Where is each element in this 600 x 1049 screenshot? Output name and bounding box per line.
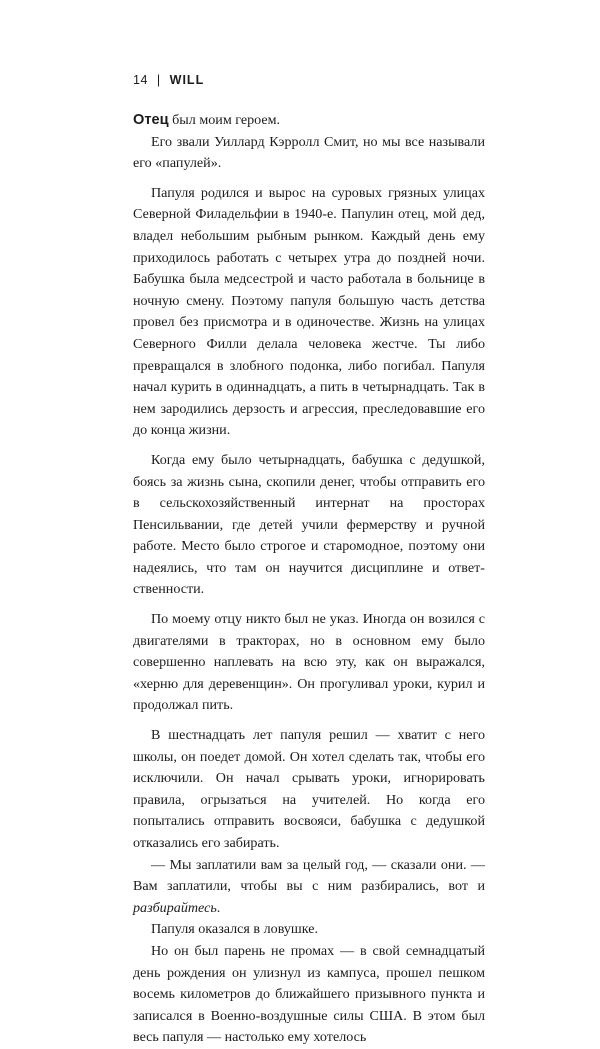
paragraph-1 [133, 110, 485, 132]
paragraph-5: По моему отцу никто был не указ. Иногда он возился с двигателями в тракторах, но в основном ему было совершенно наплевать на всю эту, как он выражался, «херню для деревенщин». Он прогуливал уроки, курил и продолжал пить. [133, 611, 485, 714]
book-title: WILL [169, 73, 205, 87]
paragraph-8: Папуля оказался в ловушке. [151, 921, 319, 938]
paragraph-3: Папуля родился и вырос на суровых грязных улицах Северной Филадельфии в 1940-е. Папулин отец, мой дед, владел небольшим рыбным рынком. Каждый день ему приходилось работать с четырех утра до поздней ночи. Бабушка была медсестрой и часто работала в больнице в ночную смену. Поэтому папуля большую часть детства провел без присмотра и в одиночестве. Жизнь на улицах Северного Филли делала человека жестче. Ты либо превращался в злобного подонка, либо погибал. Папуля начал курить в одиннадцать, а пить в четырнадцать. Так в нем зародились дерзость и агрессия, преследовавшие его до конца жизни. [133, 184, 485, 439]
paragraph-7-end: . [216, 899, 221, 916]
paragraph-2: Его звали Уиллард Кэрролл Смит, но мы все называли его «папулей». [133, 133, 485, 172]
paragraph-7-text: — Мы заплатили вам за целый год, — сказали они. — Вам заплатили, чтобы вы с ним разбирались, вот и [133, 856, 485, 895]
paragraph-6: В шестнадцать лет папуля решил — хватит с него школы, он поедет домой. Он хотел сделать так, чтобы его исключили. Он начал срывать уроки, игнорировать правила, огрызаться на учителей. Но когда его попытались отправить восвояси, бабушка с дедушкой отказались его забирать. [133, 727, 485, 851]
paragraph-4: Когда ему было четырнадцать, бабушка с дедушкой, боясь за жизнь сына, скопили денег, чтобы отправить его в сельскохозяйственный интернат на просторах Пенсильвании, где детей учили фермерству и ручной работе. Место было строгое и старомодное, поэтому они надеялись, что там он научится дисциплине и ответственности. [133, 451, 485, 598]
paragraph-7 [133, 855, 485, 920]
emphasized-word: разбирайтесь [133, 899, 217, 916]
paragraph-9: Но он был парень не промах — в свой семнадцатый день рождения он улизнул из кампуса, прошел пешком восемь километров до ближайшего призывного пункта и записался в Военно-воздушные силы США. В этом был весь папуля — настолько ему хотелось [133, 942, 485, 1046]
lead-word: Отец [133, 112, 169, 128]
page-number: 14 [133, 73, 148, 87]
header-separator: | [156, 73, 161, 87]
paragraph-1-text: был моим героем. [168, 112, 281, 128]
running-header [133, 73, 204, 87]
body-text [133, 110, 485, 1049]
